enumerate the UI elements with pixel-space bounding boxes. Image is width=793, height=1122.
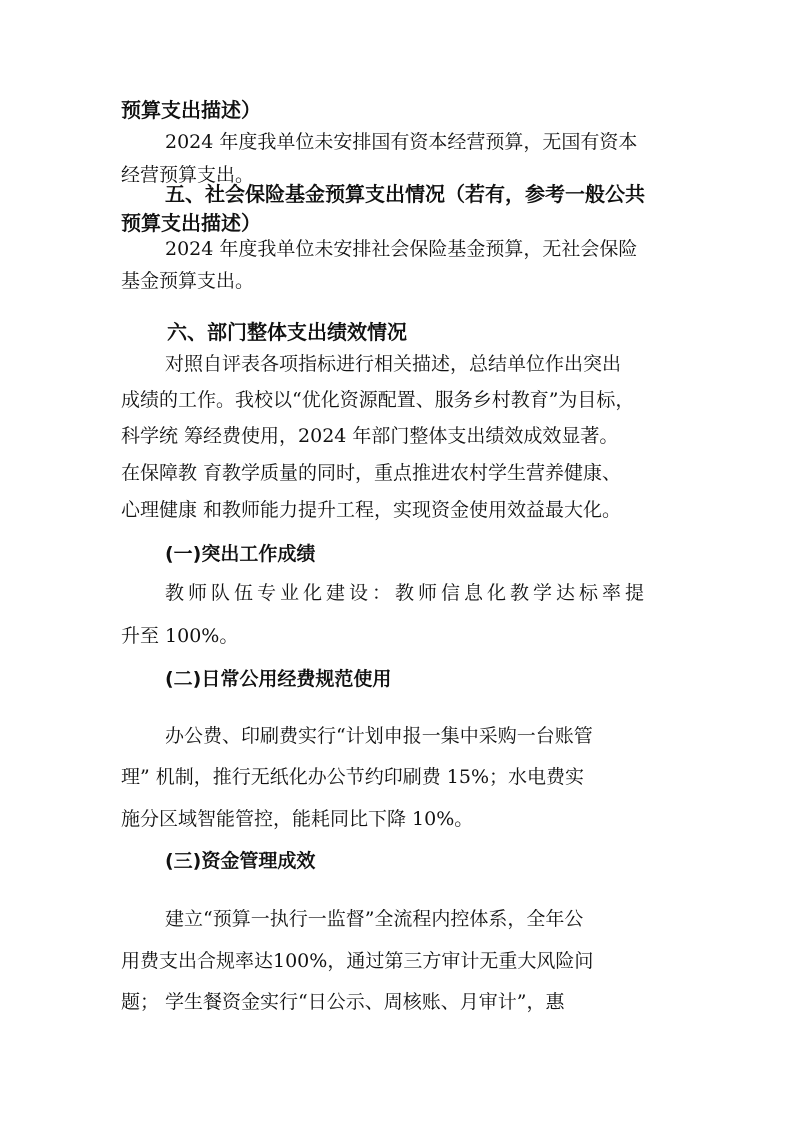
heading-continuation: 预算支出描述）	[121, 98, 261, 122]
paragraph-line: 心理健康 和教师能力提升工程，实现资金使用效益最大化。	[121, 499, 622, 521]
subsection-heading-1: (一)突出工作成绩	[165, 543, 316, 565]
paragraph-line: 建立“预算一执行一监督”全流程内控体系，全年公	[165, 908, 584, 930]
paragraph-line: 基金预算支出。	[121, 270, 255, 292]
paragraph-line: 升至 100%。	[121, 625, 239, 647]
paragraph-line: 科学统 筹经费使用，2024 年部门整体支出绩效成效显著。	[121, 425, 619, 447]
subsection-heading-2: (二)日常公用经费规范使用	[165, 668, 392, 690]
paragraph-line: 教师队伍专业化建设：教师信息化教学达标率提	[165, 582, 649, 604]
paragraph-line: 题； 学生餐资金实行“日公示、周核账、月审计”，惠	[121, 991, 565, 1013]
paragraph-line: 在保障教 育教学质量的同时，重点推进农村学生营养健康、	[121, 462, 622, 484]
section-heading-5-cont: 预算支出描述）	[121, 211, 261, 235]
subsection-heading-3: (三)资金管理成效	[165, 850, 316, 872]
paragraph-line: 成绩的工作。我校以“优化资源配置、服务乡村教育”为目标，	[121, 389, 635, 411]
paragraph-line: 办公费、印刷费实行“计划申报一集中采购一台账管	[165, 725, 593, 747]
paragraph-line: 经营预算支出。	[121, 164, 255, 186]
paragraph-line: 2024 年度我单位未安排社会保险基金预算，无社会保险	[165, 238, 638, 260]
paragraph-line: 2024 年度我单位未安排国有资本经营预算，无国有资本	[165, 131, 638, 153]
paragraph-line: 用费支出合规率达100%，通过第三方审计无重大风险问	[121, 950, 594, 972]
paragraph-line: 对照自评表各项指标进行相关描述，总结单位作出突出	[165, 353, 622, 375]
section-heading-5: 五、社会保险基金预算支出情况（若有，参考一般公共	[165, 182, 645, 206]
section-heading-6: 六、部门整体支出绩效情况	[167, 320, 407, 344]
paragraph-line: 理” 机制，推行无纸化办公节约印刷费 15%；水电费实	[121, 766, 585, 788]
paragraph-line: 施分区域智能管控，能耗同比下降 10%。	[121, 808, 474, 830]
